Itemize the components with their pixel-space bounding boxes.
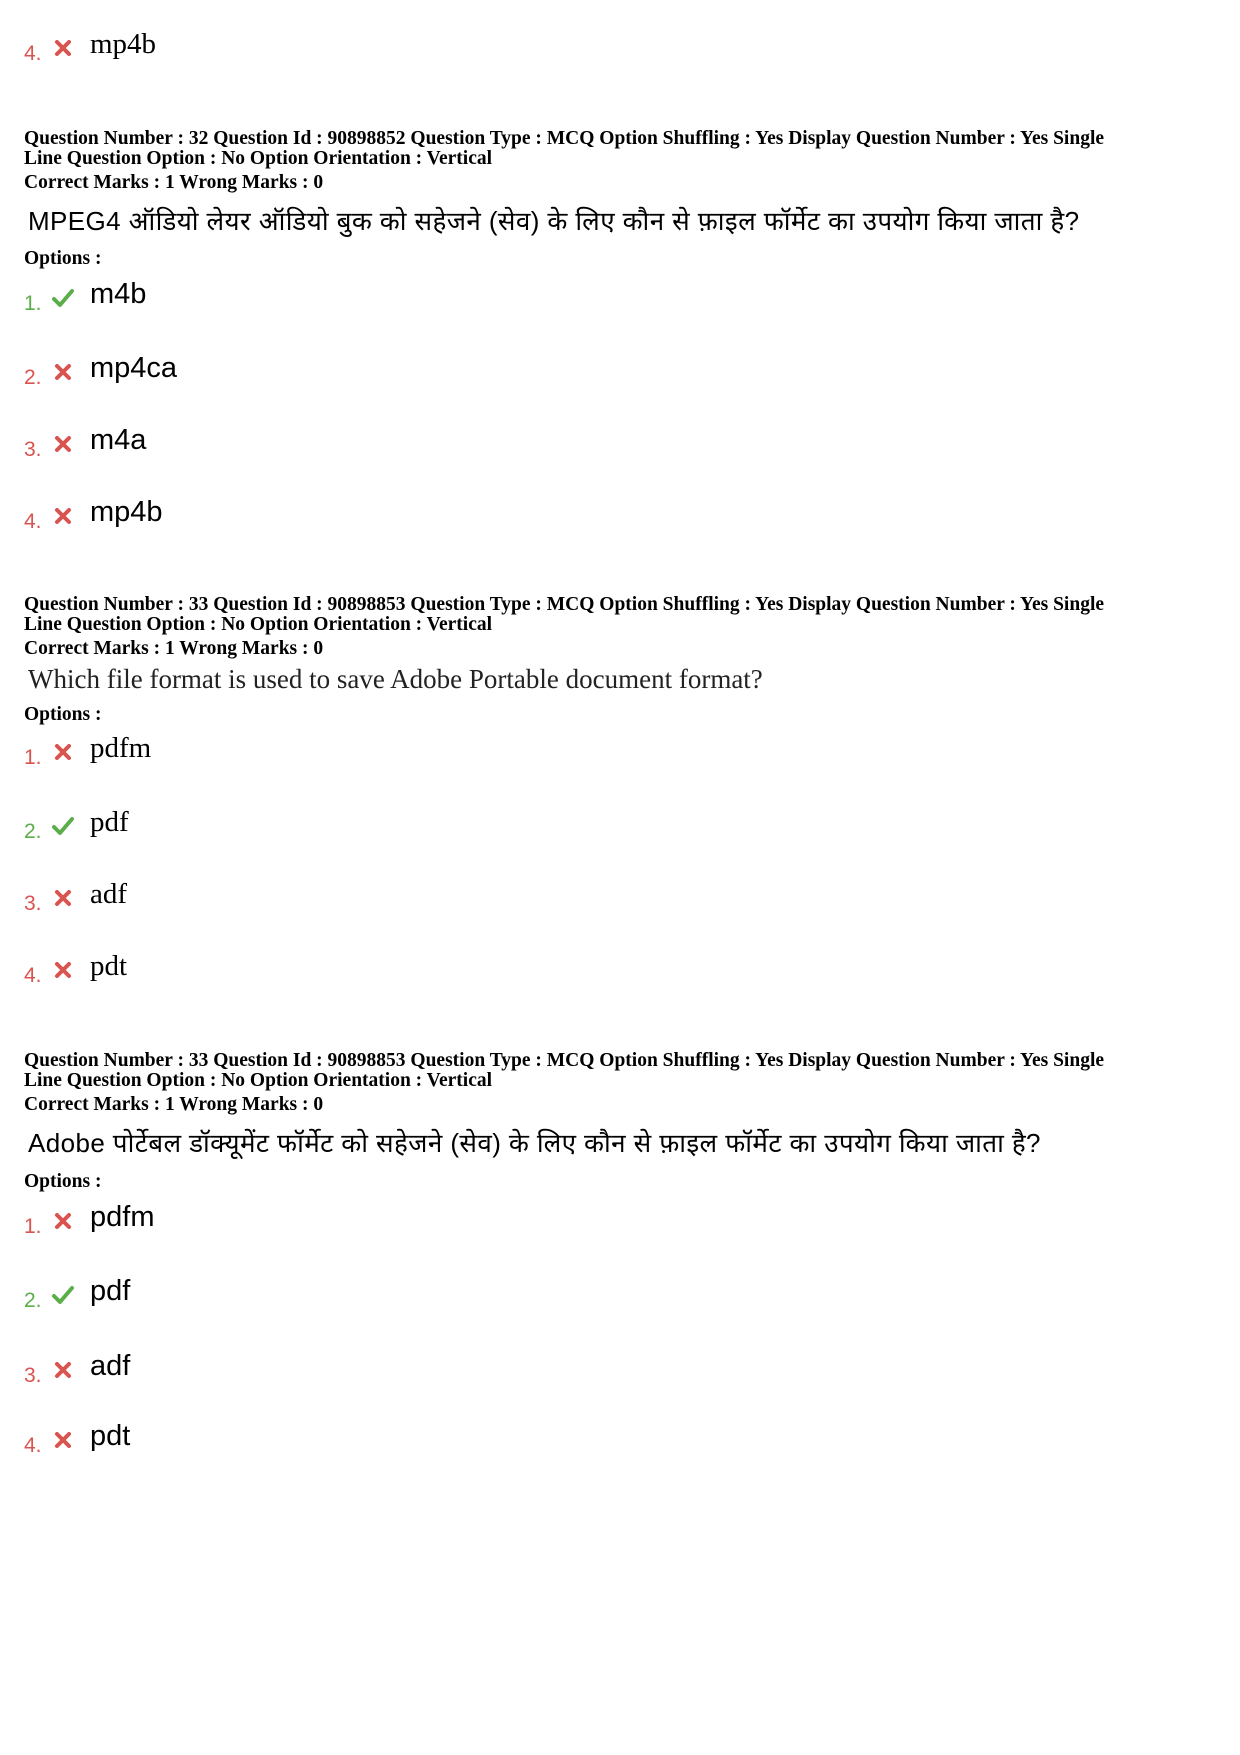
marks-line: Correct Marks : 1 Wrong Marks : 0 [24, 638, 324, 659]
option-number: 1. [24, 746, 42, 769]
option-text: mp4b [90, 496, 163, 528]
option-text: m4a [90, 424, 147, 456]
question-meta [24, 129, 1219, 169]
option-text: adf [90, 1350, 131, 1382]
cross-icon [51, 1428, 75, 1452]
option-item [24, 496, 624, 536]
option-text: pdfm [90, 1201, 155, 1233]
question-meta [24, 595, 1219, 635]
option-text: mp4b [90, 28, 157, 60]
option-number: 2. [24, 820, 42, 843]
option-text: pdfm [90, 732, 152, 764]
option-item [24, 950, 624, 990]
option-item [24, 424, 624, 464]
cross-icon [51, 432, 75, 456]
option-number: 2. [24, 366, 42, 389]
option-item [24, 1420, 624, 1460]
check-icon [51, 1283, 75, 1307]
cross-icon [51, 1209, 75, 1233]
cross-icon [51, 958, 75, 982]
marks-line: Correct Marks : 1 Wrong Marks : 0 [24, 1094, 324, 1115]
question-meta-line: Question Number : 32 Question Id : 90898852 Question Type : MCQ Option Shuffling : Yes Display Question Number : Yes Single [24, 128, 1105, 149]
cross-icon [51, 36, 75, 60]
question-text: Which file format is used to save Adobe Portable document format? [28, 664, 763, 694]
option-number: 3. [24, 438, 42, 461]
cross-icon [51, 886, 75, 910]
option-number: 4. [24, 1434, 42, 1457]
option-text: pdf [90, 806, 129, 838]
option-text: pdt [90, 1420, 131, 1452]
option-item [24, 278, 624, 318]
option-number: 4. [24, 42, 42, 65]
option-number: 1. [24, 292, 42, 315]
cross-icon [51, 504, 75, 528]
option-item [24, 28, 624, 68]
option-item [24, 878, 624, 918]
option-item [24, 1350, 624, 1390]
options-label: Options : [24, 1171, 102, 1192]
option-text: pdf [90, 1275, 131, 1307]
question-meta-line: Line Question Option : No Option Orientation : Vertical [24, 148, 493, 169]
option-item [24, 806, 624, 846]
option-number: 4. [24, 964, 42, 987]
options-label: Options : [24, 704, 102, 725]
option-text: mp4ca [90, 352, 178, 384]
option-item [24, 1275, 624, 1315]
option-number: 4. [24, 510, 42, 533]
question-text: MPEG4 ऑडियो लेयर ऑडियो बुक को सहेजने (सेव) के लिए कौन से फ़ाइल फॉर्मेट का उपयोग किया जाता है? [28, 206, 1080, 236]
question-text: Adobe पोर्टेबल डॉक्यूमेंट फॉर्मेट को सहेजने (सेव) के लिए कौन से फ़ाइल फॉर्मेट का उपयोग किया जाता है? [28, 1128, 1041, 1158]
option-number: 2. [24, 1289, 42, 1312]
question-meta [24, 1051, 1219, 1091]
cross-icon [51, 740, 75, 764]
question-meta-line: Line Question Option : No Option Orientation : Vertical [24, 614, 493, 635]
cross-icon [51, 1358, 75, 1382]
options-label: Options : [24, 248, 102, 269]
marks-line: Correct Marks : 1 Wrong Marks : 0 [24, 172, 324, 193]
check-icon [51, 814, 75, 838]
option-number: 3. [24, 1364, 42, 1387]
option-number: 1. [24, 1215, 42, 1238]
option-item [24, 732, 624, 772]
option-item [24, 1201, 624, 1241]
cross-icon [51, 360, 75, 384]
question-meta-line: Question Number : 33 Question Id : 90898853 Question Type : MCQ Option Shuffling : Yes Display Question Number : Yes Single [24, 594, 1105, 615]
option-text: pdt [90, 950, 128, 982]
option-number: 3. [24, 892, 42, 915]
check-icon [51, 286, 75, 310]
question-meta-line: Question Number : 33 Question Id : 90898853 Question Type : MCQ Option Shuffling : Yes Display Question Number : Yes Single [24, 1050, 1105, 1071]
option-text: m4b [90, 278, 147, 310]
question-meta-line: Line Question Option : No Option Orientation : Vertical [24, 1070, 493, 1091]
option-text: adf [90, 878, 128, 910]
option-item [24, 352, 624, 392]
